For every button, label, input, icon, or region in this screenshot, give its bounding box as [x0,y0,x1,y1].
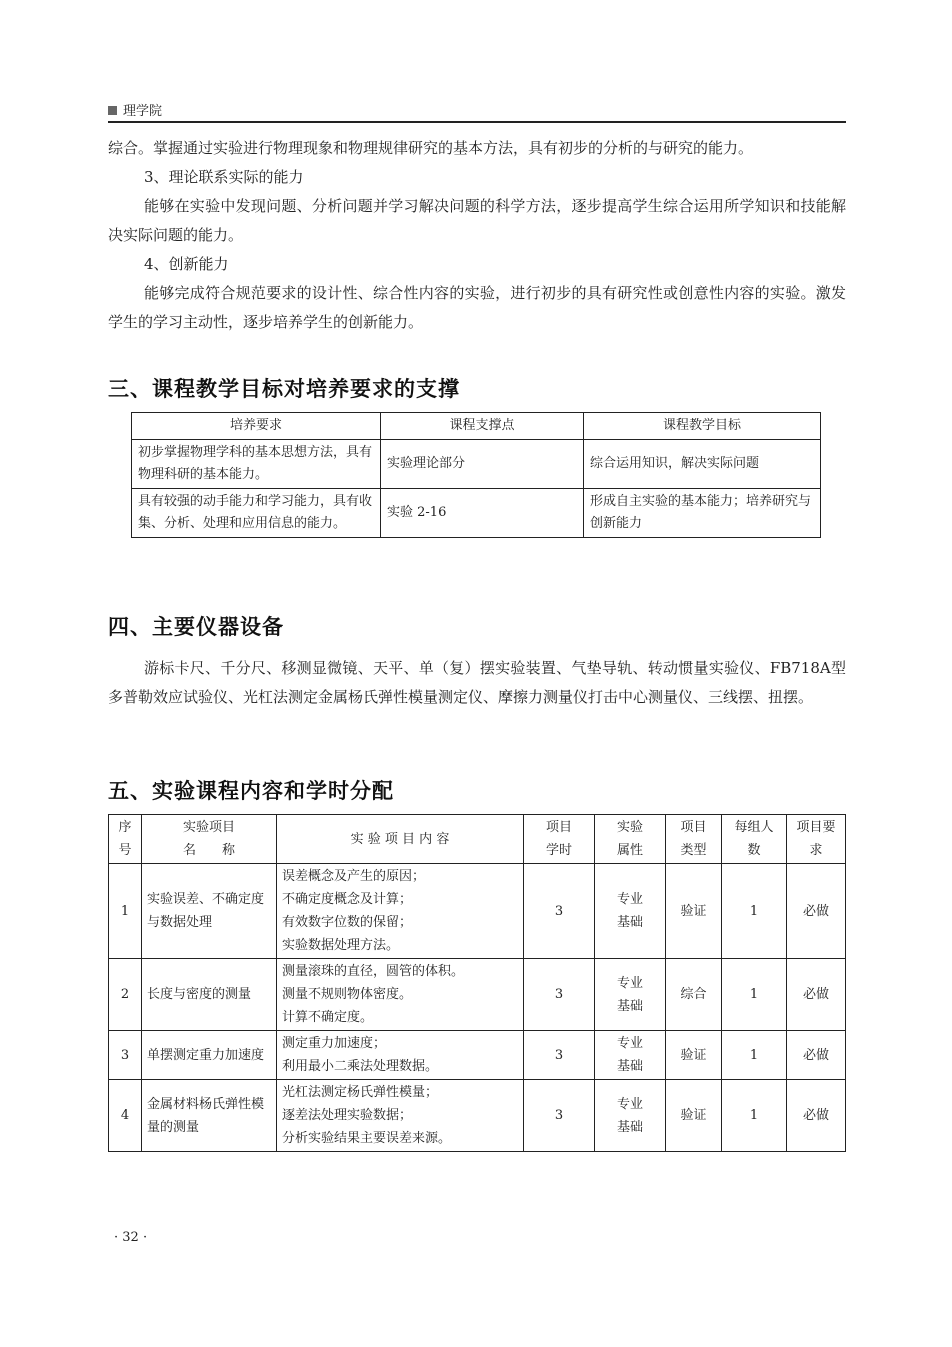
intro-paragraph-3: 能够在实验中发现问题、分析问题并学习解决问题的科学方法，逐步提高学生综合运用所学知识和技能解决实际问题的能力。 [108,197,846,244]
section3-title: 三、课程教学目标对培养要求的支撑 [108,377,460,401]
cell-attr: 专业 基础 [595,1080,666,1152]
intro-heading-4: 4、创新能力 [144,255,229,273]
cell-name: 实验误差、不确定度与数据处理 [142,864,277,959]
cell-content: 光杠法测定杨氏弹性模量； 逐差法处理实验数据； 分析实验结果主要误差来源。 [277,1080,524,1152]
table-row [132,489,821,538]
cell-group-size: 1 [722,1031,787,1080]
cell-name: 单摆测定重力加速度 [142,1031,277,1080]
table-row [109,1080,846,1152]
cell-requirement: 必做 [787,1031,846,1080]
cell-content: 测定重力加速度； 利用最小二乘法处理数据。 [277,1031,524,1080]
cell-hours: 3 [524,1080,595,1152]
col-header-support-point: 课程支撑点 [381,413,584,440]
experiment-table [108,814,846,1152]
support-table [131,412,821,538]
col-header-type: 项目 类型 [666,815,722,864]
cell-attr: 专业 基础 [595,864,666,959]
cell-group-size: 1 [722,1080,787,1152]
intro-heading-3: 3、理论联系实际的能力 [144,168,304,186]
table-row [109,864,846,959]
table-row [109,959,846,1031]
table-row [132,440,821,489]
cell-type: 验证 [666,864,722,959]
col-header-name: 实验项目 名 称 [142,815,277,864]
intro-paragraph-4: 能够完成符合规范要求的设计性、综合性内容的实验，进行初步的具有研究性或创意性内容的实验。激发学生的学习主动性，逐步培养学生的创新能力。 [108,284,846,331]
cell-requirement: 初步掌握物理学科的基本思想方法，具有物理科研的基本能力。 [132,440,381,489]
header-label: 理学院 [123,104,163,119]
cell-hours: 3 [524,959,595,1031]
col-header-content: 实 验 项 目 内 容 [277,815,524,864]
col-header-requirement: 项目要 求 [787,815,846,864]
cell-requirement: 具有较强的动手能力和学习能力，具有收集、分析、处理和应用信息的能力。 [132,489,381,538]
table-row [109,1031,846,1080]
cell-no: 1 [109,864,142,959]
cell-attr: 专业 基础 [595,959,666,1031]
square-bullet-icon [108,106,117,115]
cell-no: 3 [109,1031,142,1080]
col-header-goal: 课程教学目标 [584,413,821,440]
col-header-hours: 项目 学时 [524,815,595,864]
cell-support-point: 实验理论部分 [381,440,584,489]
cell-name: 长度与密度的测量 [142,959,277,1031]
table-header-row [109,815,846,864]
table-header-row [132,413,821,440]
cell-type: 验证 [666,1031,722,1080]
cell-requirement: 必做 [787,1080,846,1152]
section4-title: 四、主要仪器设备 [108,615,284,639]
col-header-requirement: 培养要求 [132,413,381,440]
cell-hours: 3 [524,1031,595,1080]
cell-goal: 形成自主实验的基本能力；培养研究与创新能力 [584,489,821,538]
col-header-no: 序 号 [109,815,142,864]
page-number: · 32 · [114,1230,148,1245]
section5-title: 五、实验课程内容和学时分配 [108,779,394,803]
cell-group-size: 1 [722,864,787,959]
cell-requirement: 必做 [787,959,846,1031]
cell-content: 误差概念及产生的原因； 不确定度概念及计算； 有效数字位数的保留； 实验数据处理方法。 [277,864,524,959]
cell-no: 2 [109,959,142,1031]
cell-content: 测量滚珠的直径，圆管的体积。 测量不规则物体密度。 计算不确定度。 [277,959,524,1031]
cell-no: 4 [109,1080,142,1152]
cell-type: 验证 [666,1080,722,1152]
cell-goal: 综合运用知识，解决实际问题 [584,440,821,489]
equipment-paragraph: 游标卡尺、千分尺、移测显微镜、天平、单（复）摆实验装置、气垫导轨、转动惯量实验仪、FB718A型多普勒效应试验仪、光杠法测定金属杨氏弹性模量测定仪、摩擦力测量仪打击中心测量仪、三线摆、扭摆。 [108,659,846,706]
cell-hours: 3 [524,864,595,959]
col-header-attr: 实验 属性 [595,815,666,864]
col-header-group-size: 每组人 数 [722,815,787,864]
cell-support-point: 实验 2-16 [381,489,584,538]
cell-group-size: 1 [722,959,787,1031]
intro-paragraph-1: 综合。掌握通过实验进行物理现象和物理规律研究的基本方法，具有初步的分析的与研究的能力。 [108,139,754,157]
cell-type: 综合 [666,959,722,1031]
cell-attr: 专业 基础 [595,1031,666,1080]
cell-requirement: 必做 [787,864,846,959]
cell-name: 金属材料杨氏弹性模量的测量 [142,1080,277,1152]
page-header [108,100,846,123]
